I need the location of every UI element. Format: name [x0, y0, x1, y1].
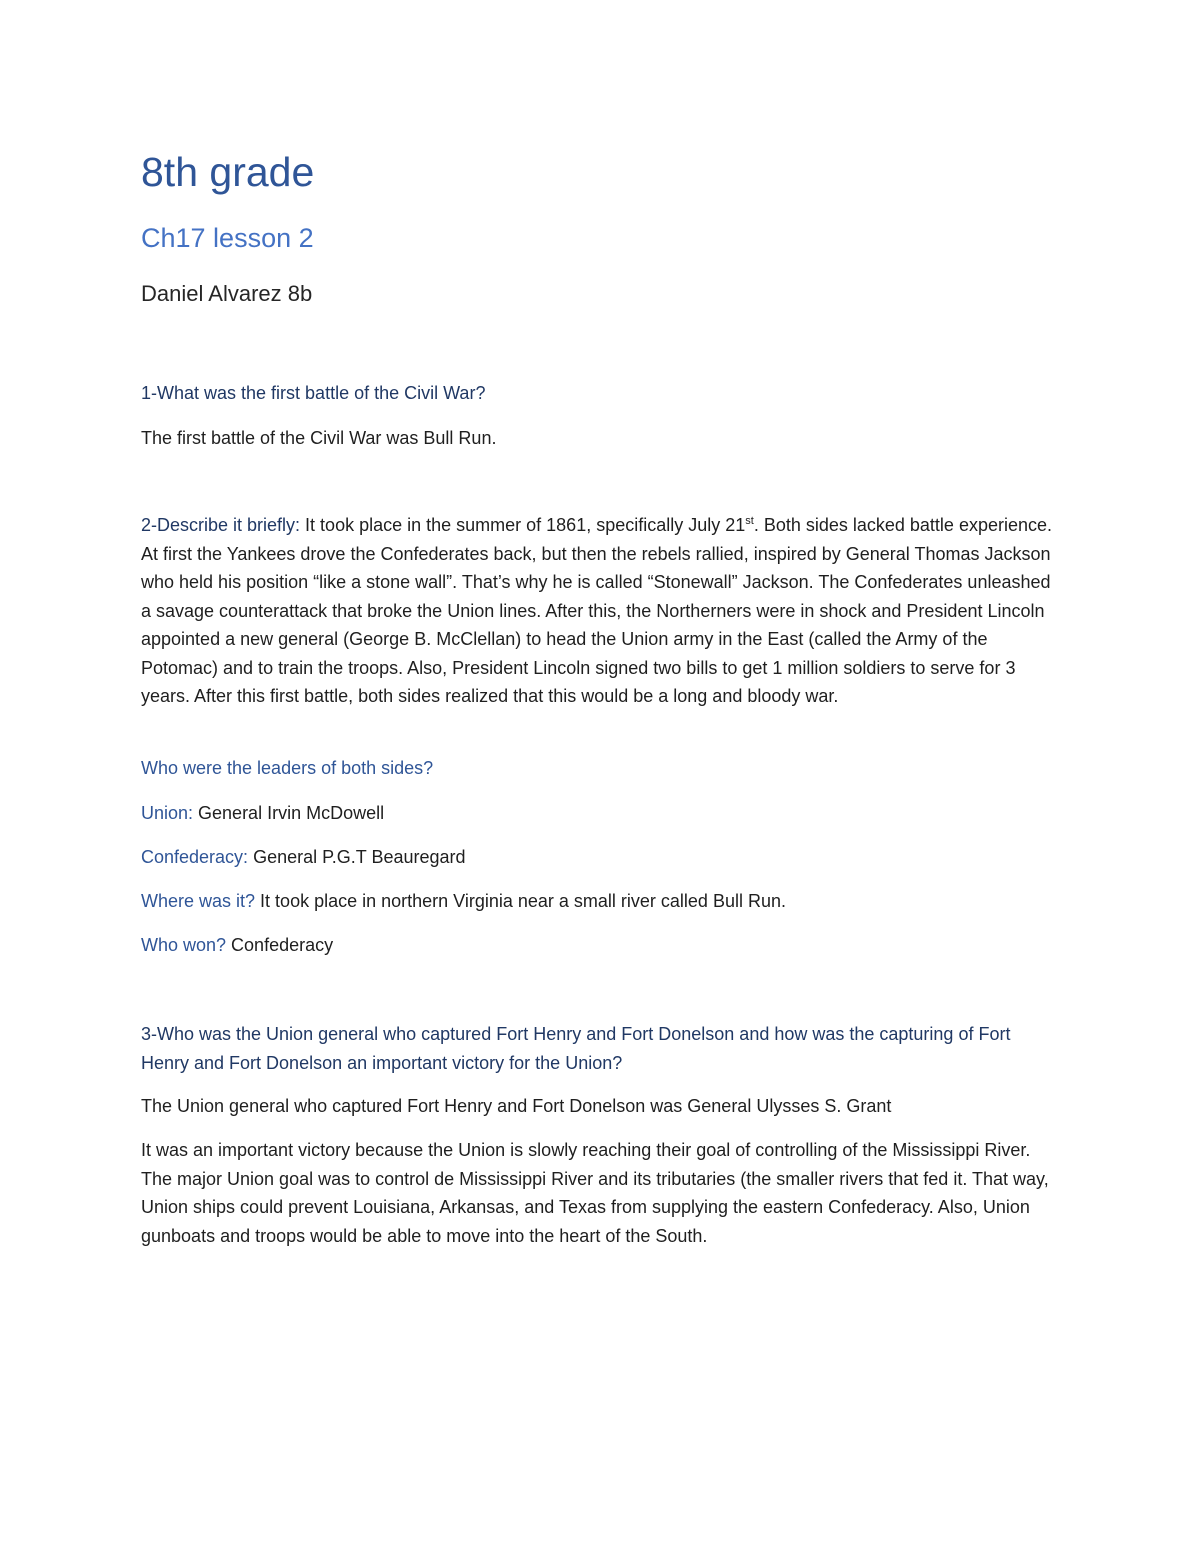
where-line	[141, 887, 1061, 916]
answer-3-general: The Union general who captured Fort Henry and Fort Donelson was General Ulysses S. Grant	[141, 1096, 892, 1116]
where-label: Where was it?	[141, 891, 256, 911]
question-2-paragraph	[141, 511, 1061, 711]
document-subtitle: Ch17 lesson 2	[141, 223, 314, 253]
date-superscript: st	[745, 515, 754, 527]
author-line: Daniel Alvarez 8b	[141, 281, 313, 306]
confederacy-leader-line	[141, 843, 1061, 872]
question-1: 1-What was the first battle of the Civil War?	[141, 383, 486, 403]
question-3: 3-Who was the Union general who captured Fort Henry and Fort Donelson and how was the capturing of Fort Henry and Fort Donelson an important victory for the Union?	[141, 1024, 1011, 1073]
answer-2-text-start: It took place in the summer of 1861, specifically July 21	[300, 515, 746, 535]
document-title: 8th grade	[141, 149, 315, 195]
question-2-label: 2-Describe it briefly:	[141, 515, 301, 535]
where-value: It took place in northern Virginia near a small river called Bull Run.	[255, 891, 786, 911]
answer-2-text-rest: . Both sides lacked battle experience. At first the Yankees drove the Confederates back, but then the rebels rallied, inspired by General Thomas Jackson who held his position “like a stone wall”. That’s why he is called “Stonewall” Jackson. The Confederates unleashed a savage counterattack that broke the Union lines. After this, the Northerners were in shock and President Lincoln appointed a new general (George B. McClellan) to head the Union army in the East (called the Army of the Potomac) and to train the troops. Also, President Lincoln signed two bills to get 1 million soldiers to serve for 3 years. After this first battle, both sides realized that this would be a long and bloody war.	[141, 515, 1053, 706]
leaders-question: Who were the leaders of both sides?	[141, 758, 434, 778]
answer-3-explanation: It was an important victory because the Union is slowly reaching their goal of controlling of the Mississippi River. The major Union goal was to control de Mississippi River and its tributaries (the smaller rivers that fed it. That way, Union ships could prevent Louisiana, Arkansas, and Texas from supplying the eastern Confederacy. Also, Union gunboats and troops would be able to move into the heart of the South.	[141, 1140, 1049, 1246]
who-won-value: Confederacy	[226, 935, 334, 955]
union-label: Union:	[141, 803, 194, 823]
union-leader-line	[141, 799, 1061, 828]
who-won-label: Who won?	[141, 935, 227, 955]
union-value: General Irvin McDowell	[193, 803, 385, 823]
confederacy-value: General P.G.T Beauregard	[248, 847, 466, 867]
confederacy-label: Confederacy:	[141, 847, 249, 867]
answer-1: The first battle of the Civil War was Bull Run.	[141, 428, 497, 448]
who-won-line	[141, 931, 1061, 960]
